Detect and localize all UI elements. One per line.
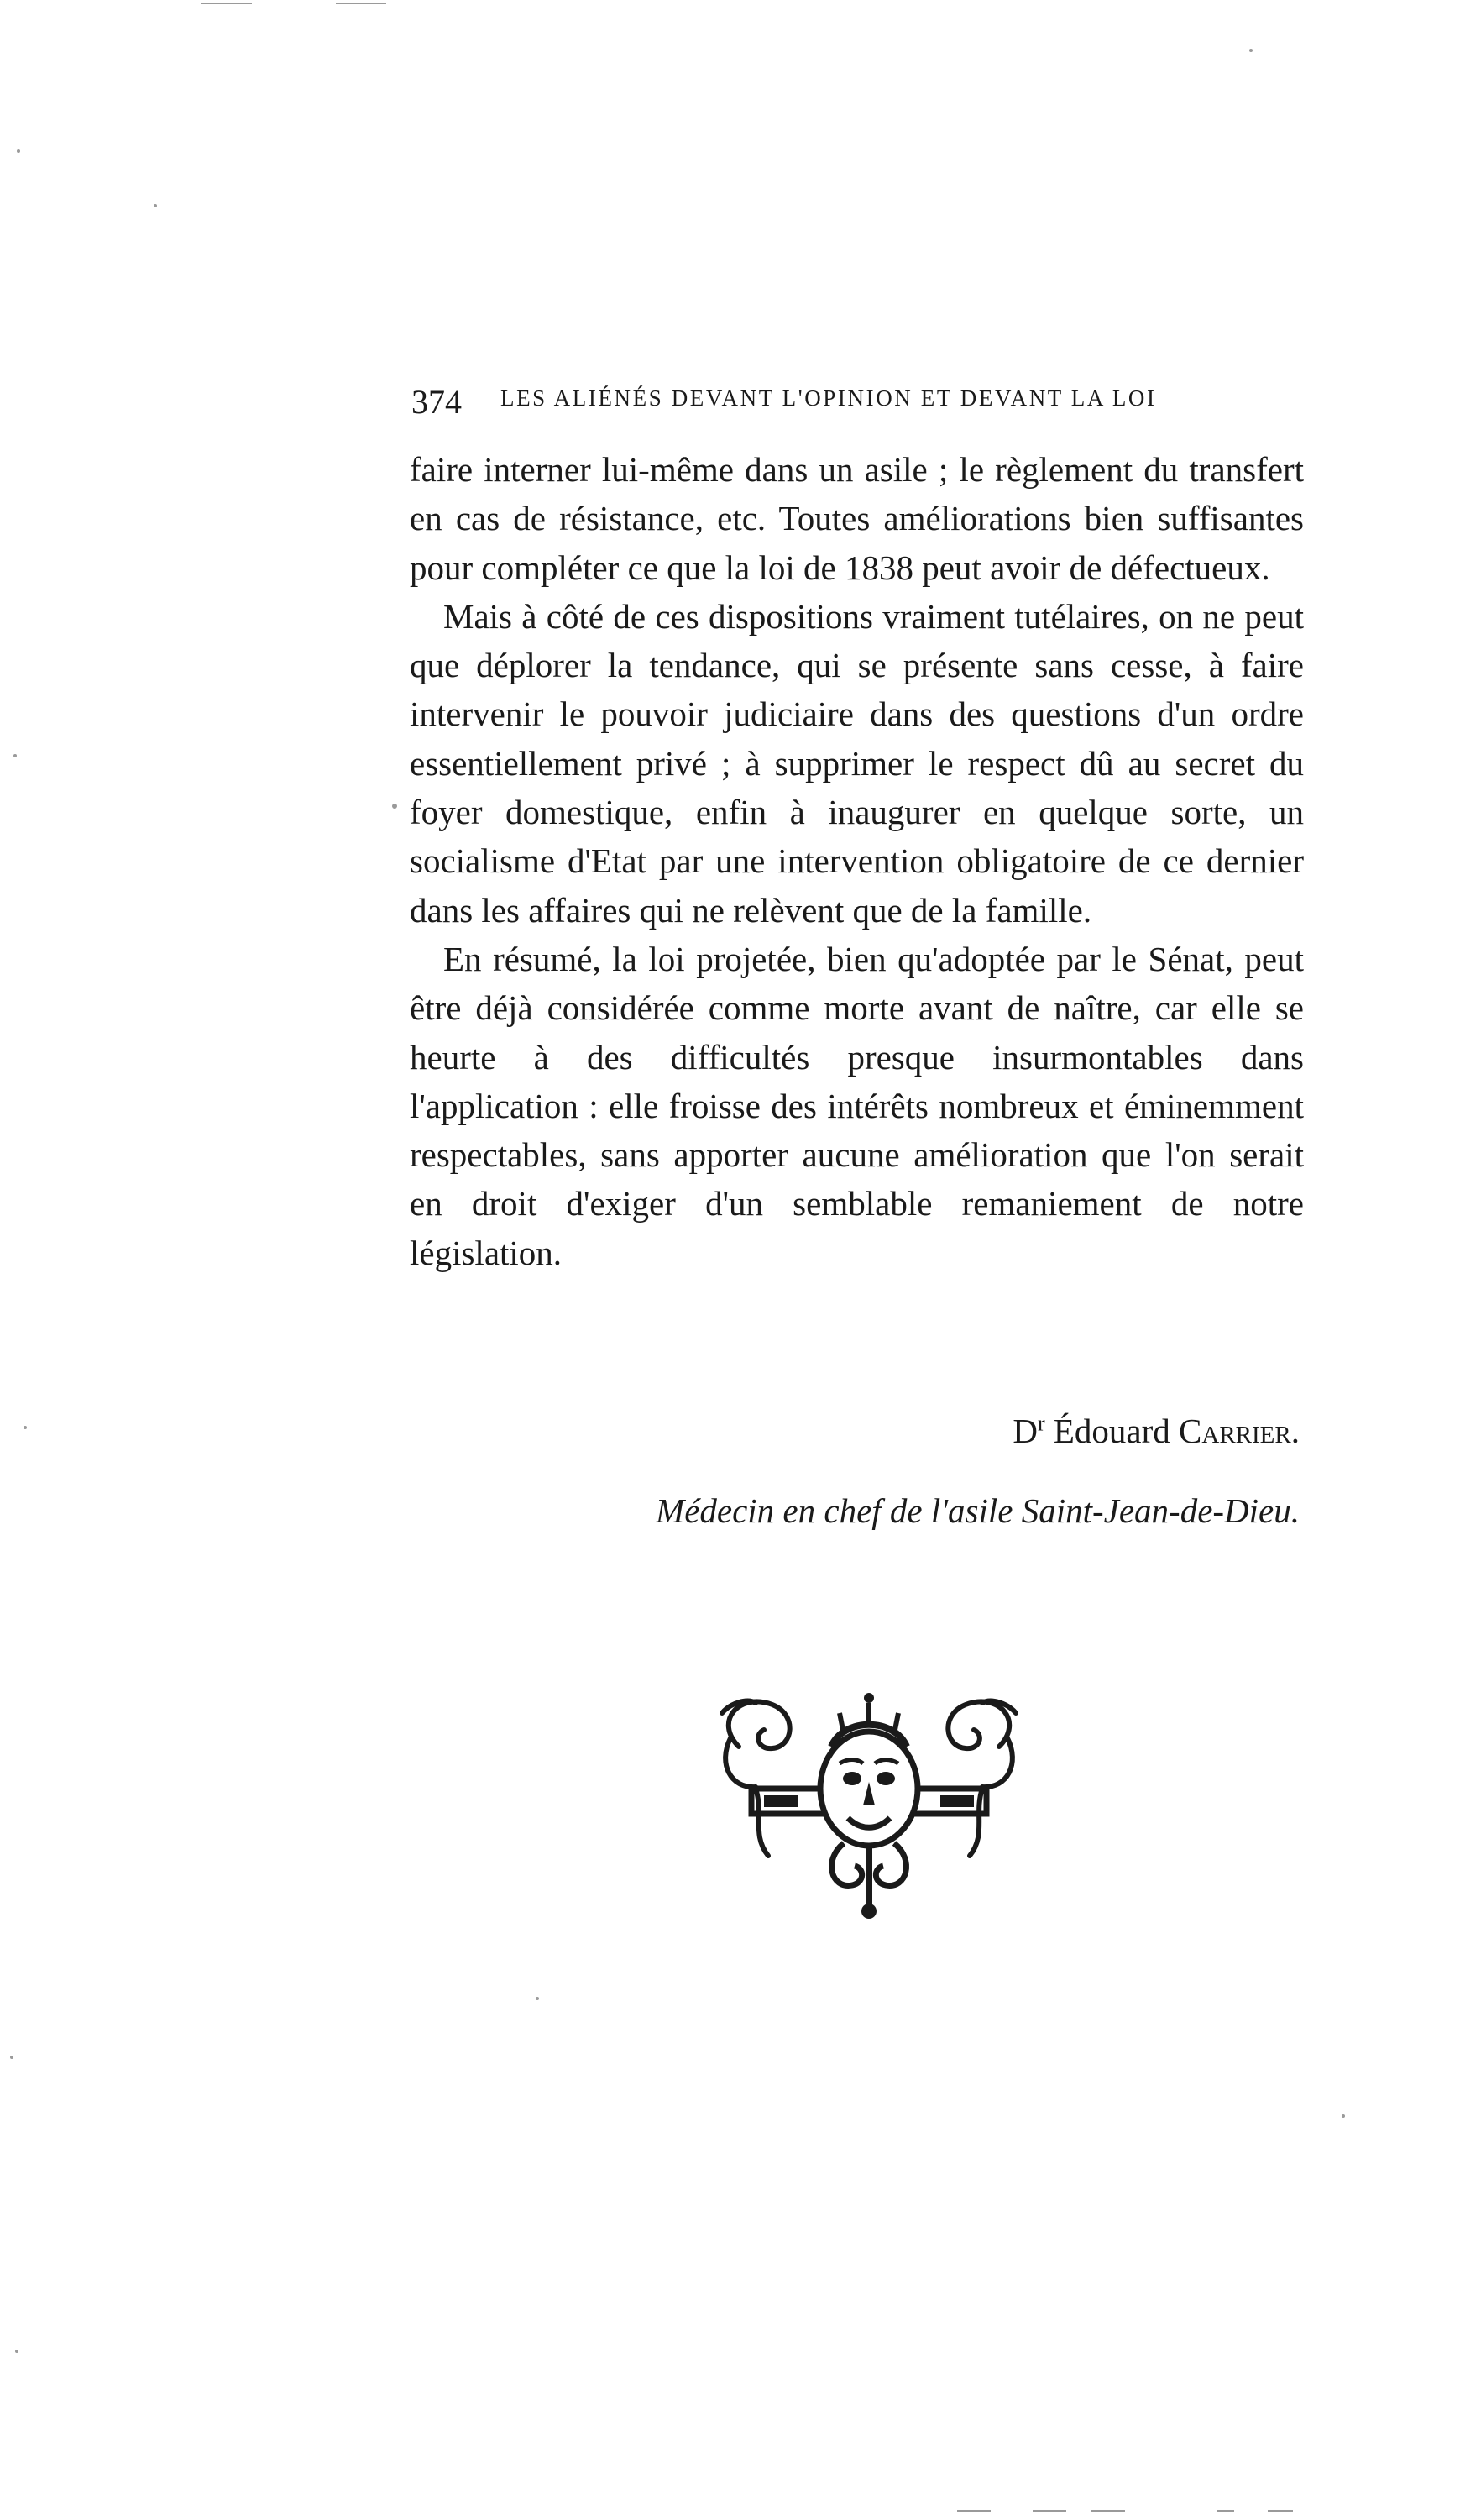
doctor-title-superscript: r — [1037, 1411, 1045, 1436]
paragraph-summary: En résumé, la loi projetée, bien qu'adoptée par le Sénat, peut être déjà considérée comme morte avant de naître, car elle se heurte à des difficultés presque insurmontables dans l'application : elle froisse des intérêts nombreux et éminemment respectables, sans apporter aucune amélioration que l'on serait en droit d'exiger d'un semblable remaniement de notre législation. — [410, 939, 1304, 1272]
paragraph-tendency: Mais à côté de ces dispositions vraiment tutélaires, on ne peut que déplorer la tendance, qui se présente sans cesse, à faire intervenir le pouvoir judiciaire dans des questions d'un ordre essentiellement privé ; à supprimer le respect dû au secret du foyer domestique, enfin à inaugurer en quelque sorte, un socialisme d'Etat par une intervention obligatoire de ce dernier dans les affaires qui ne relèvent que de la famille. — [410, 596, 1304, 930]
grotesque-mask-tailpiece-ornament-icon — [705, 1688, 1033, 1923]
page-number: 374 — [411, 383, 462, 421]
author-affiliation: Médecin en chef de l'asile Saint-Jean-de-Dieu. — [656, 1491, 1300, 1530]
author-last-name: Carrier. — [1179, 1412, 1300, 1450]
doctor-title: D — [1013, 1412, 1038, 1450]
author-signature — [887, 1411, 1300, 1451]
body-text — [410, 445, 1304, 1277]
running-header — [411, 382, 1301, 424]
author-first-name: Édouard — [1053, 1412, 1170, 1450]
running-title: LES ALIÉNÉS DEVANT L'OPINION ET DEVANT LA LOI — [500, 385, 1157, 411]
paragraph-continuation: faire interner lui-même dans un asile ; le règlement du transfert en cas de résistance, etc. Toutes améliorations bien suffisantes pour compléter ce que la loi de 1838 peut avoir de défectueux. — [410, 450, 1304, 587]
